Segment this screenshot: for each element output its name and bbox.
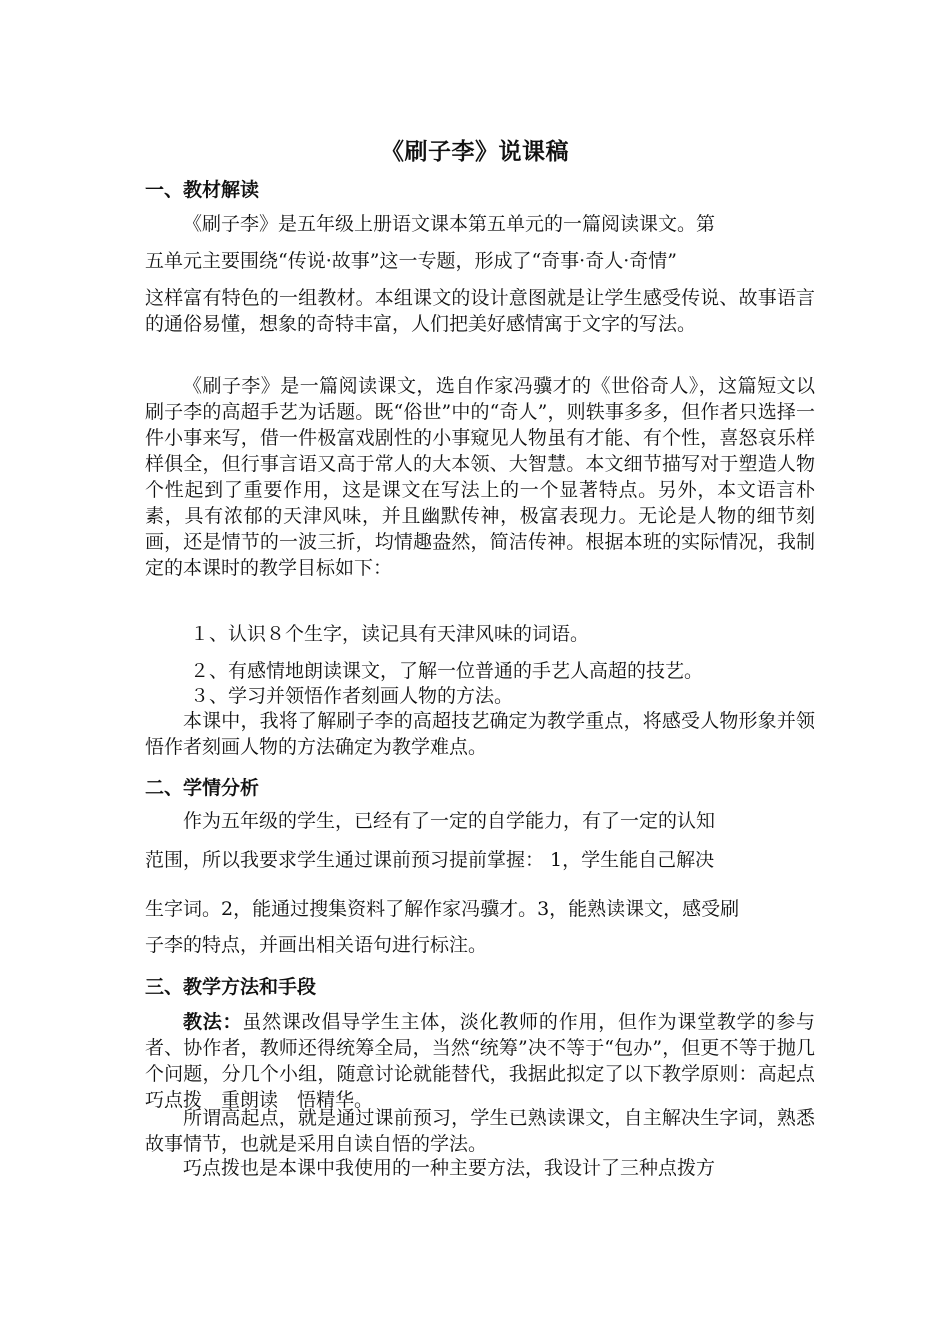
section-heading-2: 二、学情分析: [145, 777, 260, 799]
goal-item-1: １、认识８个生字，读记具有天津风味的词语。: [190, 623, 590, 645]
section-heading-1: 一、教材解读: [145, 179, 260, 201]
s3-p3: 巧点拨也是本课中我使用的一种主要方法，我设计了三种点拨方: [183, 1157, 716, 1179]
goal-item-2: ２、有感情地朗读课文，了解一位普通的手艺人高超的技艺。: [190, 660, 704, 682]
s2-line3: 生字词。2，能通过搜集资料了解作家冯骥才。3，能熟读课文，感受刷: [145, 898, 740, 920]
section-heading-3: 三、教学方法和手段: [145, 976, 317, 998]
teaching-method-label: 教法：: [183, 1011, 243, 1033]
s2-line4: 子李的特点，并画出相关语句进行标注。: [145, 934, 488, 956]
s2-line2: 范围，所以我要求学生通过课前预习提前掌握： 1，学生能自己解决: [145, 849, 715, 871]
teaching-method-text: 虽然课改倡导学生主体，淡化教师的作用，但作为课堂教学的参与者、协作者，教师还得统筹全局，当然“统筹”决不等于“包办”，但更不等于抛几个问题，分几个小组，随意讨论就能替代，我据此拟定了以下教学原则：高起点 巧点拨 重朗读 悟精华。: [145, 1011, 835, 1111]
s1-p2: 《刷子李》是一篇阅读课文，选自作家冯骥才的《世俗奇人》，这篇短文以刷子李的高超手艺为话题。既“俗世”中的“奇人”，则轶事多多，但作者只选择一件小事来写，借一件极富戏剧性的小事窥见人物虽有才能、有个性，喜怒哀乐样样俱全，但行事言语又高于常人的大本领、大智慧。本文细节描写对于塑造人物个性起到了重要作用，这是课文在写法上的一个显著特点。另外，本文语言朴素，具有浓郁的天津风味，并且幽默传神，极富表现力。无论是人物的细节刻画，还是情节的一波三折，均情趣盎然，简洁传神。根据本班的实际情况，我制定的本课时的教学目标如下：: [145, 375, 815, 579]
s3-p2: 所谓高起点，就是通过课前预习，学生已熟读课文，自主解决生字词，熟悉故事情节，也就是采用自读自悟的学法。: [145, 1107, 815, 1155]
s2-line1: 作为五年级的学生，已经有了一定的自学能力，有了一定的认知: [183, 810, 716, 832]
s1-p1-line2: 五单元主要围绕“传说·故事”这一专题，形成了“奇事·奇人·奇情”: [145, 250, 677, 272]
s1-p1-line1: 《刷子李》是五年级上册语文课本第五单元的一篇阅读课文。第: [183, 213, 716, 235]
document-title: 《刷子李》说课稿: [381, 139, 569, 165]
s1-p3: 本课中，我将了解刷子李的高超技艺确定为教学重点，将感受人物形象并领悟作者刻画人物的方法确定为教学难点。: [145, 710, 815, 758]
goal-item-3: ３、学习并领悟作者刻画人物的方法。: [190, 685, 514, 707]
s1-p1-rest: 这样富有特色的一组教材。本组课文的设计意图就是让学生感受传说、故事语言的通俗易懂，想象的奇特丰富，人们把美好感情寓于文字的写法。: [145, 287, 815, 335]
s3-p1: [145, 1009, 835, 1113]
